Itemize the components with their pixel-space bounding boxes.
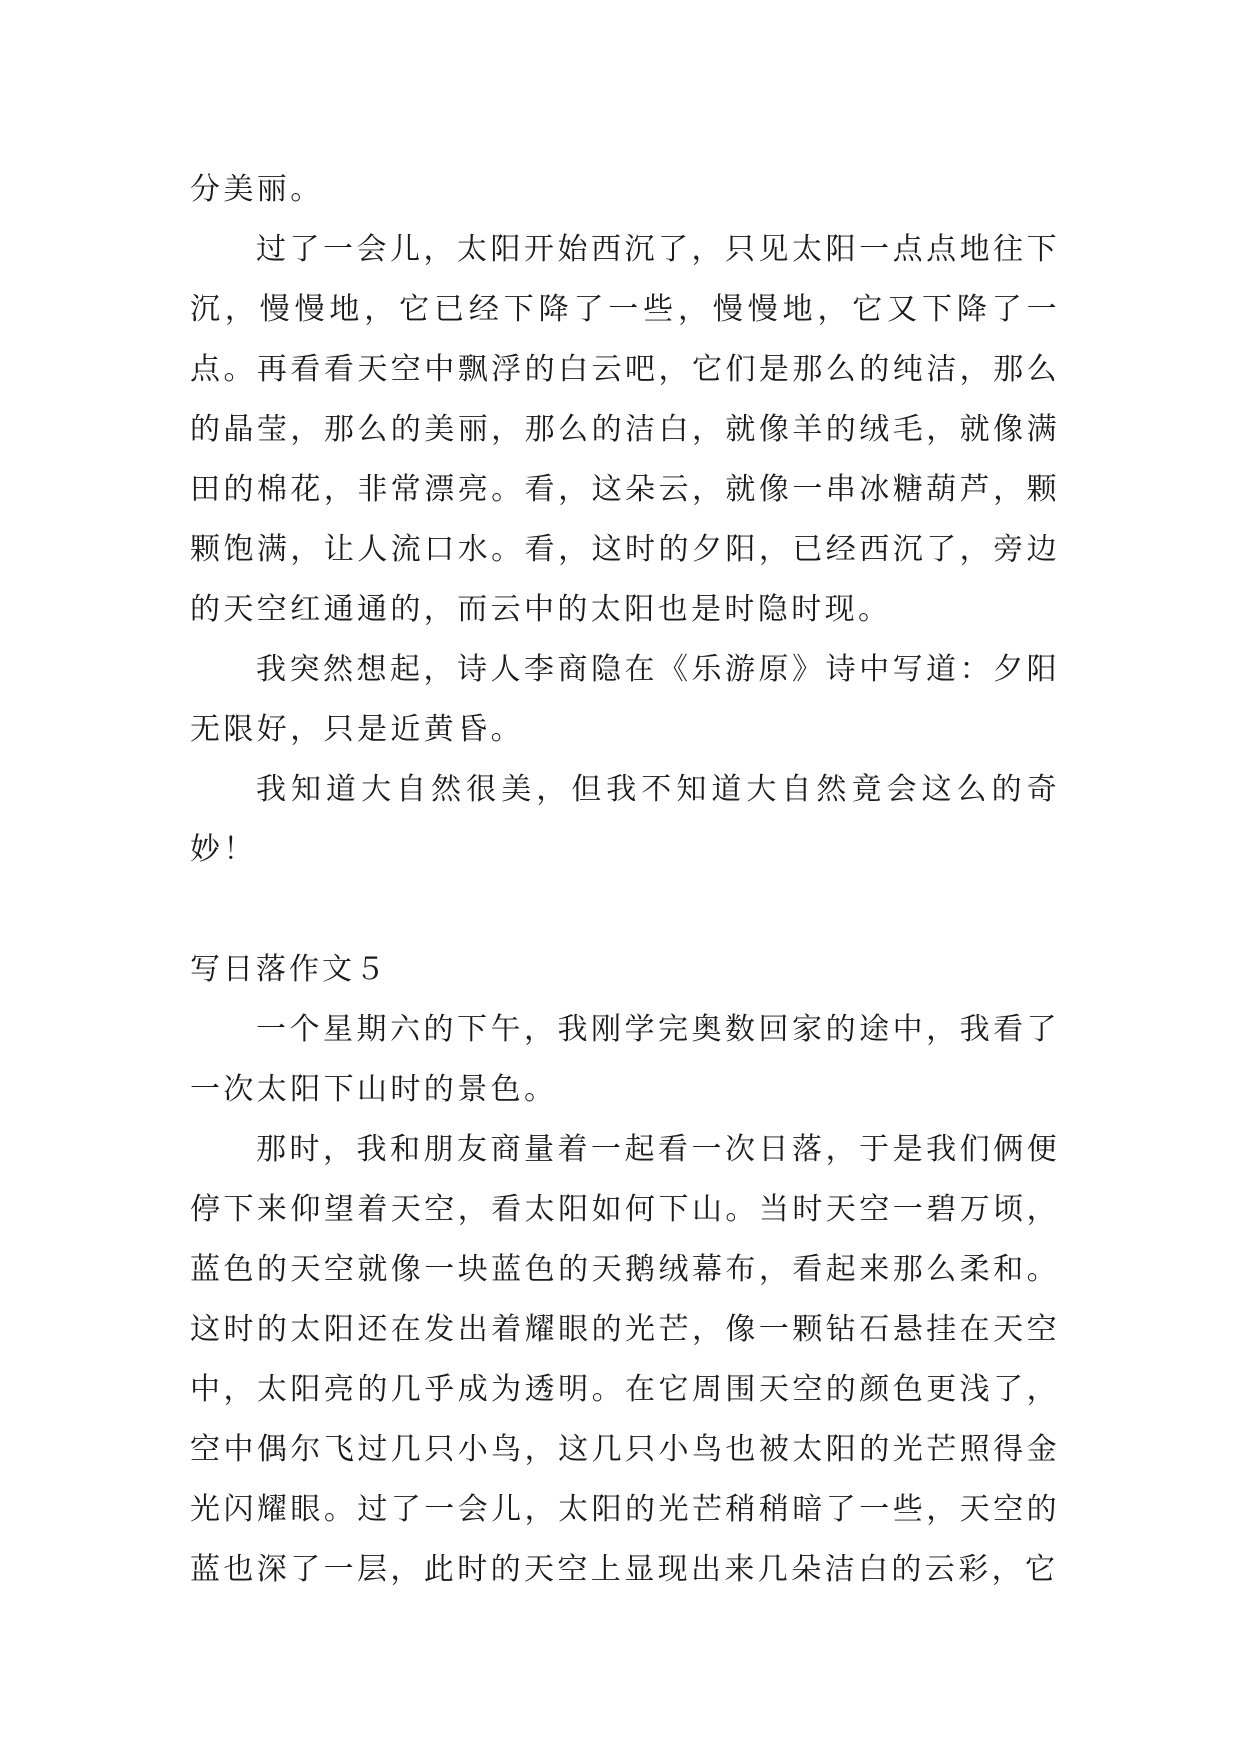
essay-title: 写日落作文５ bbox=[190, 952, 388, 987]
paragraph-sunset-clouds: 过了一会儿，太阳开始西沉了，只见太阳一点点地往下沉，慢慢地，它已经下降了一些，慢慢地，它又下降了一点。再看看天空中飘浮的白云吧，它们是那么的纯洁，那么的晶莹，那么的美丽，那么的洁白，就像羊的绒毛，就像满田的棉花，非常漂亮。看，这朵云，就像一串冰糖葫芦，颗颗饱满，让人流口水。看，这时的夕阳，已经西沉了，旁边的天空红通通的，而云中的太阳也是时隐时现。 bbox=[190, 232, 1060, 627]
document-body bbox=[190, 160, 1060, 1600]
paragraph-watching-sunset: 那时，我和朋友商量着一起看一次日落，于是我们俩便停下来仰望着天空，看太阳如何下山。当时天空一碧万顷，蓝色的天空就像一块蓝色的天鹅绒幕布，看起来那么柔和。这时的太阳还在发出着耀眼的光芒，像一颗钻石悬挂在天空中，太阳亮的几乎成为透明。在它周围天空的颜色更浅了，空中偶尔飞过几只小鸟，这几只小鸟也被太阳的光芒照得金光闪耀眼。过了一会儿，太阳的光芒稍稍暗了一些，天空的蓝也深了一层，此时的天空上显现出来几朵洁白的云彩，它 bbox=[190, 1132, 1060, 1587]
paragraph-saturday-afternoon: 一个星期六的下午，我刚学完奥数回家的途中，我看了一次太阳下山时的景色。 bbox=[190, 1012, 1060, 1107]
section-spacer bbox=[190, 880, 1060, 940]
paragraph-nature-wonder: 我知道大自然很美，但我不知道大自然竟会这么的奇妙！ bbox=[190, 772, 1060, 867]
paragraph-continuation: 分美丽。 bbox=[190, 172, 324, 207]
paragraph-poem-quote: 我突然想起，诗人李商隐在《乐游原》诗中写道：夕阳无限好，只是近黄昏。 bbox=[190, 652, 1060, 747]
